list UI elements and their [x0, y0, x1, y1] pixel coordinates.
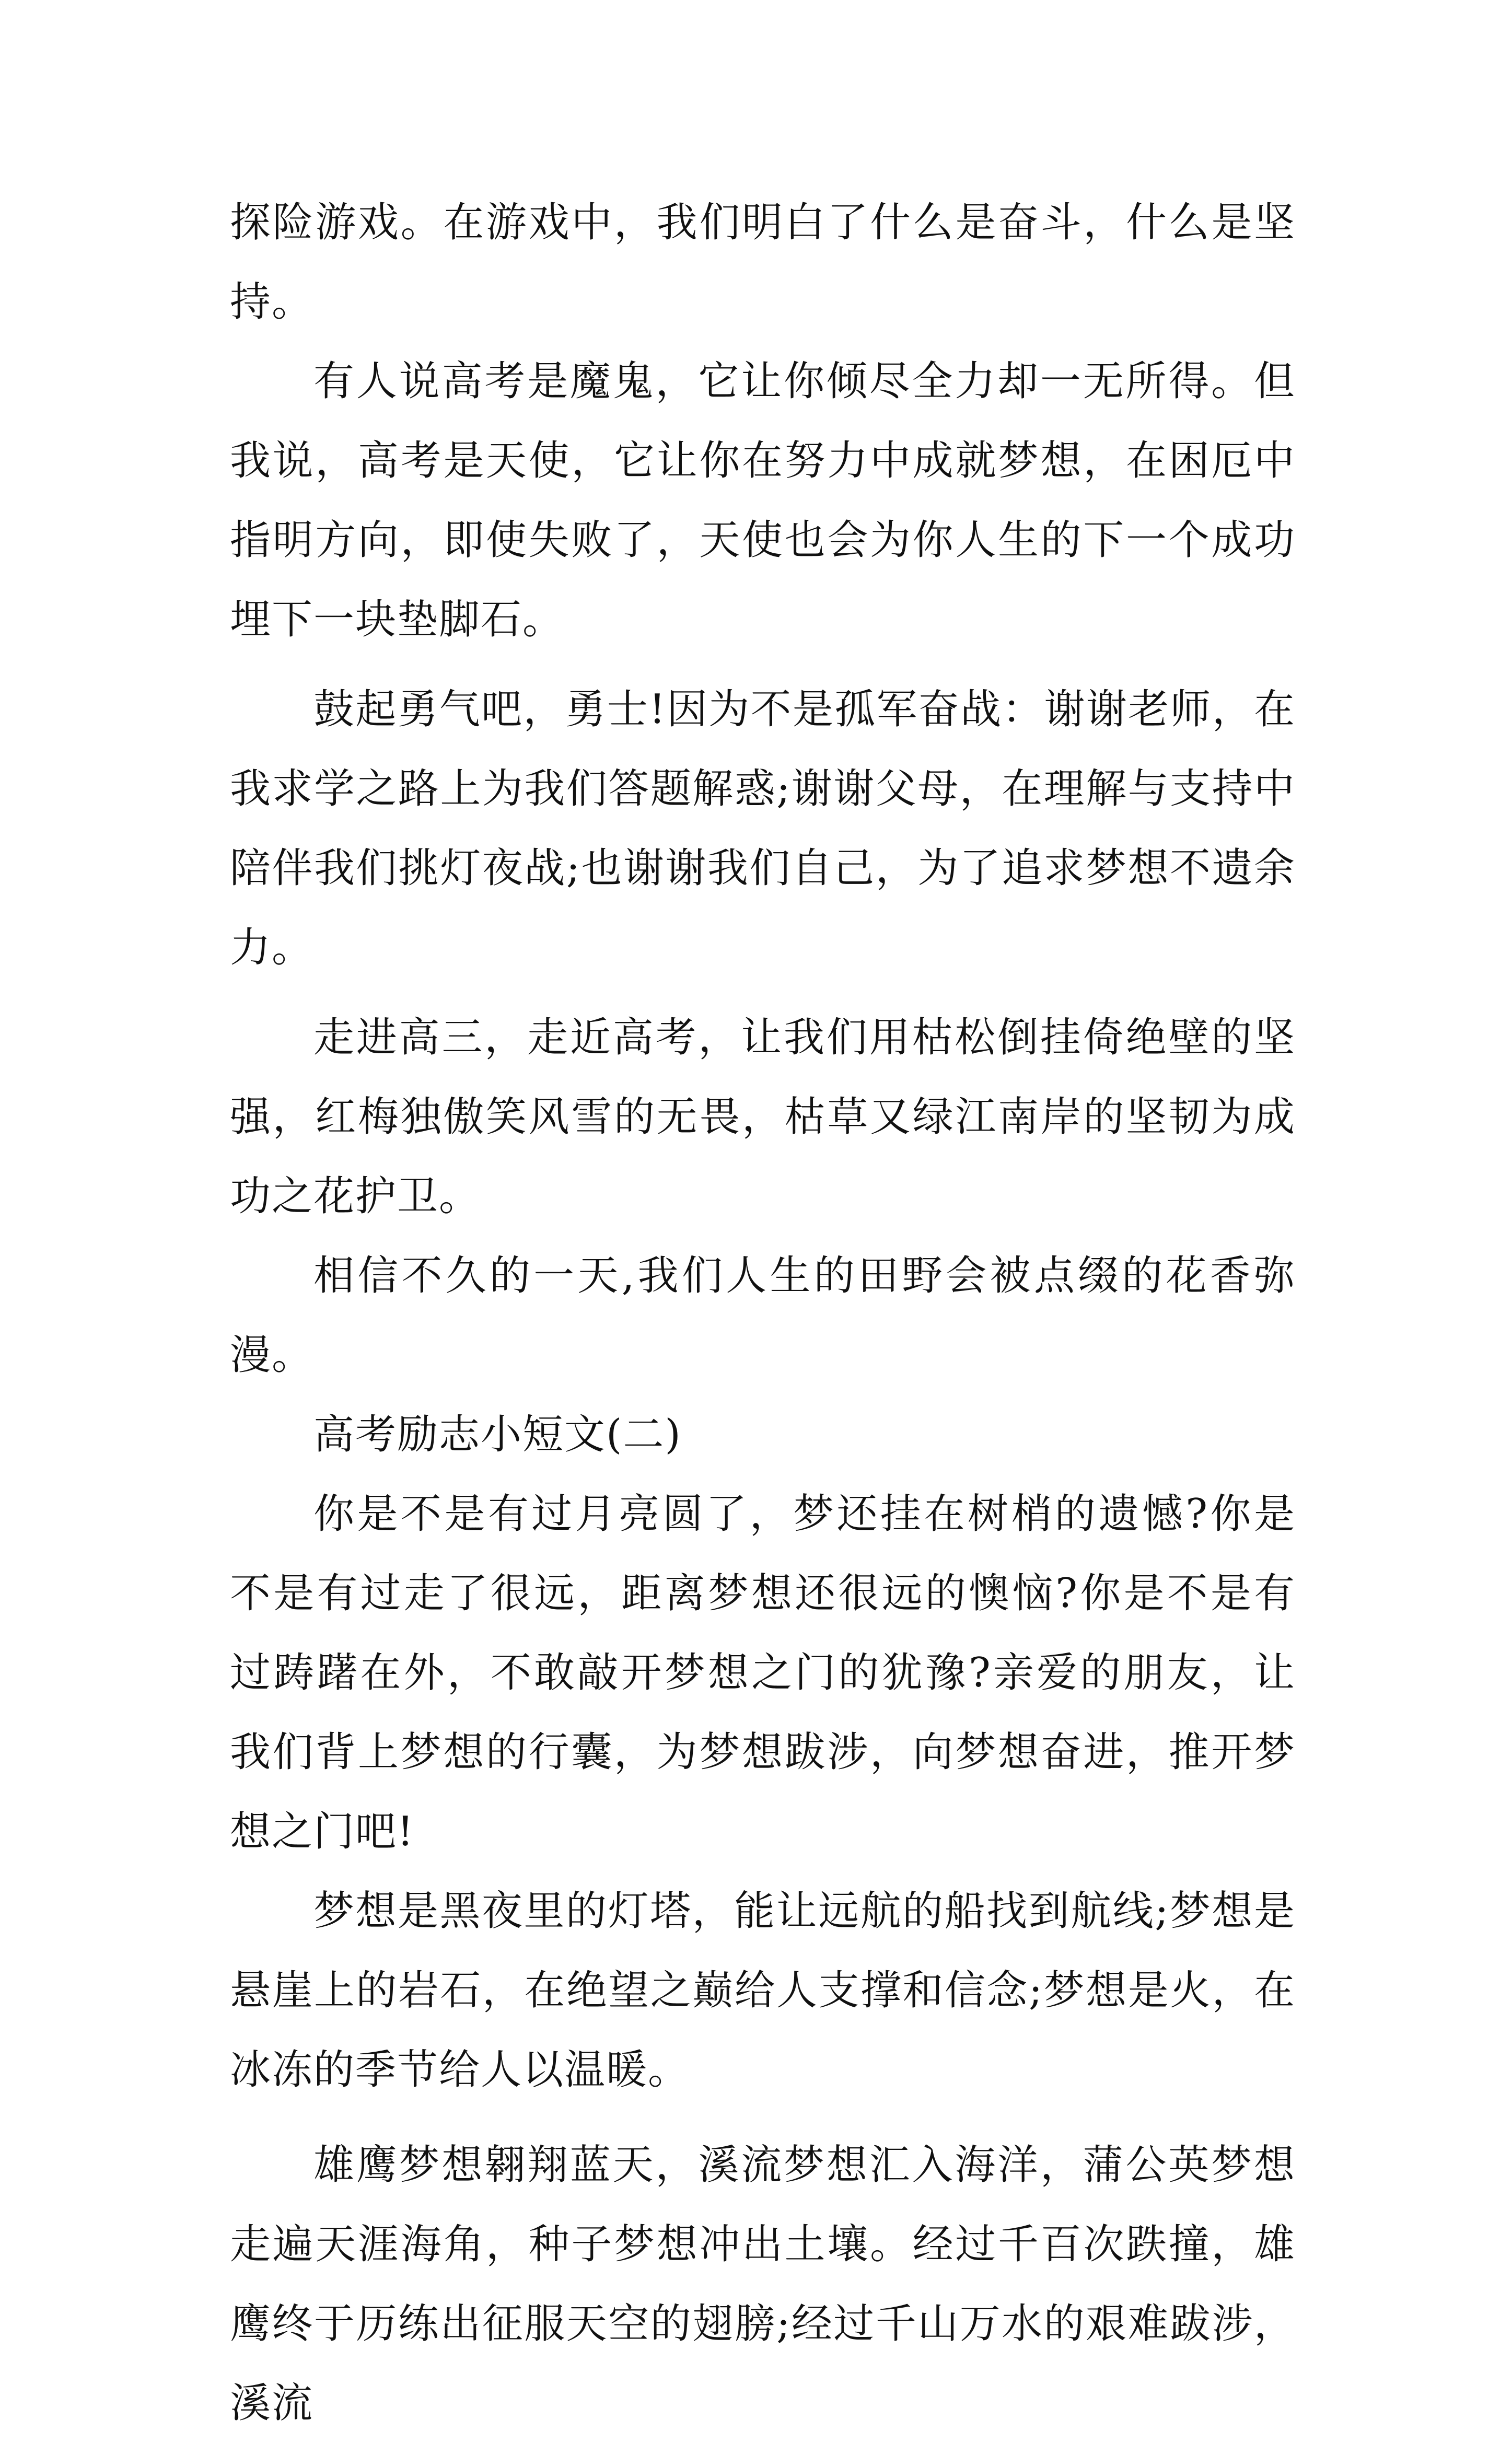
- paragraph-8: 雄鹰梦想翱翔蓝天，溪流梦想汇入海洋，蒲公英梦想走遍天涯海角，种子梦想冲出土壤。经过千百次跌撞，雄鹰终于历练出征服天空的翅膀;经过千山万水的艰难跋涉，溪流: [230, 2142, 1296, 2427]
- paragraph-4: 走进高三，走近高考，让我们用枯松倒挂倚绝壁的坚强，红梅独傲笑风雪的无畏，枯草又绿江南岸的坚韧为成功之花护卫。: [230, 1014, 1296, 1220]
- paragraph-3: 鼓起勇气吧，勇士!因为不是孤军奋战：谢谢老师，在我求学之路上为我们答题解惑;谢谢父母，在理解与支持中陪伴我们挑灯夜战;也谢谢我们自己，为了追求梦想不遗余力。: [230, 686, 1296, 971]
- paragraph-6: 你是不是有过月亮圆了，梦还挂在树梢的遗憾?你是不是有过走了很远，距离梦想还很远的懊恼?你是不是有过踌躇在外，不敢敲开梦想之门的犹豫?亲爱的朋友，让我们背上梦想的行囊，为梦想跋涉，向梦想奋进，推开梦想之门吧!: [230, 1491, 1296, 1855]
- document-body: [230, 183, 1296, 2443]
- paragraph-5: 相信不久的一天,我们人生的田野会被点缀的花香弥漫。: [230, 1252, 1296, 1379]
- section-heading: 高考励志小短文(二): [313, 1411, 682, 1458]
- paragraph-2: 有人说高考是魔鬼，它让你倾尽全力却一无所得。但我说，高考是天使，它让你在努力中成就梦想，在困厄中指明方向，即使失败了，天使也会为你人生的下一个成功埋下一块垫脚石。: [230, 358, 1296, 643]
- paragraph-1: 探险游戏。在游戏中，我们明白了什么是奋斗，什么是坚持。: [230, 199, 1296, 325]
- paragraph-7: 梦想是黑夜里的灯塔，能让远航的船找到航线;梦想是悬崖上的岩石，在绝望之巅给人支撑和信念;梦想是火，在冰冻的季节给人以温暖。: [230, 1888, 1296, 2093]
